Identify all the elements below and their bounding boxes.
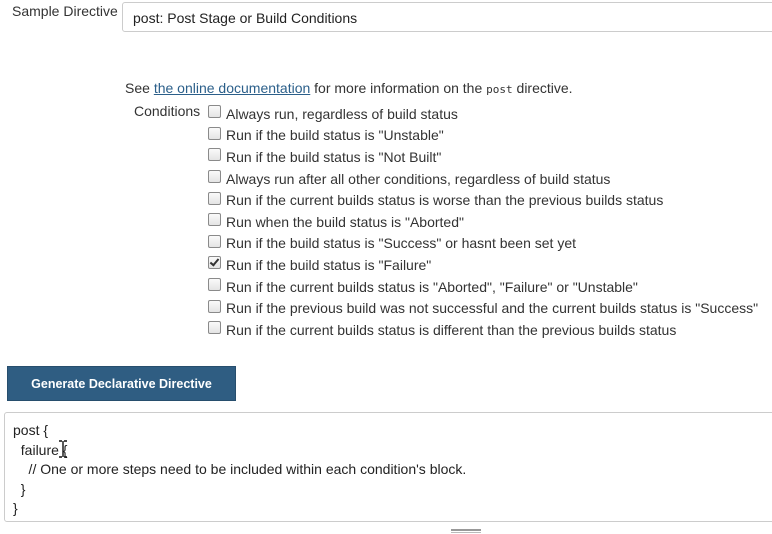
condition-label: Run if the current builds status is different than the previous builds status (226, 321, 677, 338)
condition-checkbox[interactable] (208, 127, 221, 140)
condition-item[interactable] (208, 146, 758, 168)
condition-checkbox[interactable] (208, 256, 221, 269)
code-line: // One or more steps need to be included within each condition's block. (13, 461, 467, 477)
text-cursor-icon (58, 440, 68, 458)
condition-label: Run when the build status is "Aborted" (226, 213, 464, 230)
code-line: } (13, 480, 26, 497)
condition-item[interactable] (208, 276, 758, 298)
condition-checkbox[interactable] (208, 278, 221, 291)
condition-checkbox[interactable] (208, 105, 221, 118)
doc-suffix: directive. (516, 80, 573, 96)
condition-item[interactable] (208, 168, 758, 190)
doc-code-word: post (486, 83, 513, 96)
documentation-line (125, 80, 573, 96)
conditions-label: Conditions (134, 103, 201, 119)
condition-item[interactable] (208, 103, 758, 125)
sample-directive-label: Sample Directive (12, 3, 118, 19)
condition-label: Run if the current builds status is "Aborted", "Failure" or "Unstable" (226, 278, 638, 295)
condition-checkbox[interactable] (208, 170, 221, 183)
condition-label: Run if the build status is "Not Built" (226, 148, 442, 165)
condition-label: Run if the build status is "Success" or hasnt been set yet (226, 235, 577, 252)
doc-middle: for more information on the (314, 80, 483, 96)
condition-item[interactable] (208, 189, 758, 211)
condition-item[interactable] (208, 297, 758, 319)
generated-code-textarea[interactable] (4, 412, 772, 522)
code-line: post { (13, 422, 49, 438)
condition-label: Run if the current builds status is worse than the previous builds status (226, 192, 664, 209)
condition-label: Always run, regardless of build status (226, 105, 458, 122)
doc-prefix: See (125, 80, 150, 96)
conditions-list (208, 103, 758, 341)
condition-checkbox[interactable] (208, 300, 221, 313)
generate-declarative-directive-button[interactable]: Generate Declarative Directive (7, 366, 236, 401)
condition-item[interactable] (208, 233, 758, 255)
condition-item[interactable] (208, 254, 758, 276)
condition-label: Run if the build status is "Unstable" (226, 127, 444, 144)
condition-item[interactable] (208, 211, 758, 233)
condition-checkbox[interactable] (208, 148, 221, 161)
sample-directive-select[interactable]: post: Post Stage or Build Conditions (122, 2, 772, 32)
resize-handle[interactable] (451, 529, 481, 531)
condition-checkbox[interactable] (208, 192, 221, 205)
condition-checkbox[interactable] (208, 235, 221, 248)
condition-label: Always run after all other conditions, regardless of build status (226, 170, 611, 187)
condition-item[interactable] (208, 319, 758, 341)
online-documentation-link[interactable]: the online documentation (153, 80, 311, 96)
code-line: failure { (13, 441, 68, 458)
condition-item[interactable] (208, 125, 758, 147)
condition-label: Run if the previous build was not successful and the current builds status is "Success" (226, 300, 759, 317)
condition-checkbox[interactable] (208, 213, 221, 226)
code-line: } (13, 500, 18, 516)
condition-checkbox[interactable] (208, 321, 221, 334)
condition-label: Run if the build status is "Failure" (226, 256, 432, 273)
